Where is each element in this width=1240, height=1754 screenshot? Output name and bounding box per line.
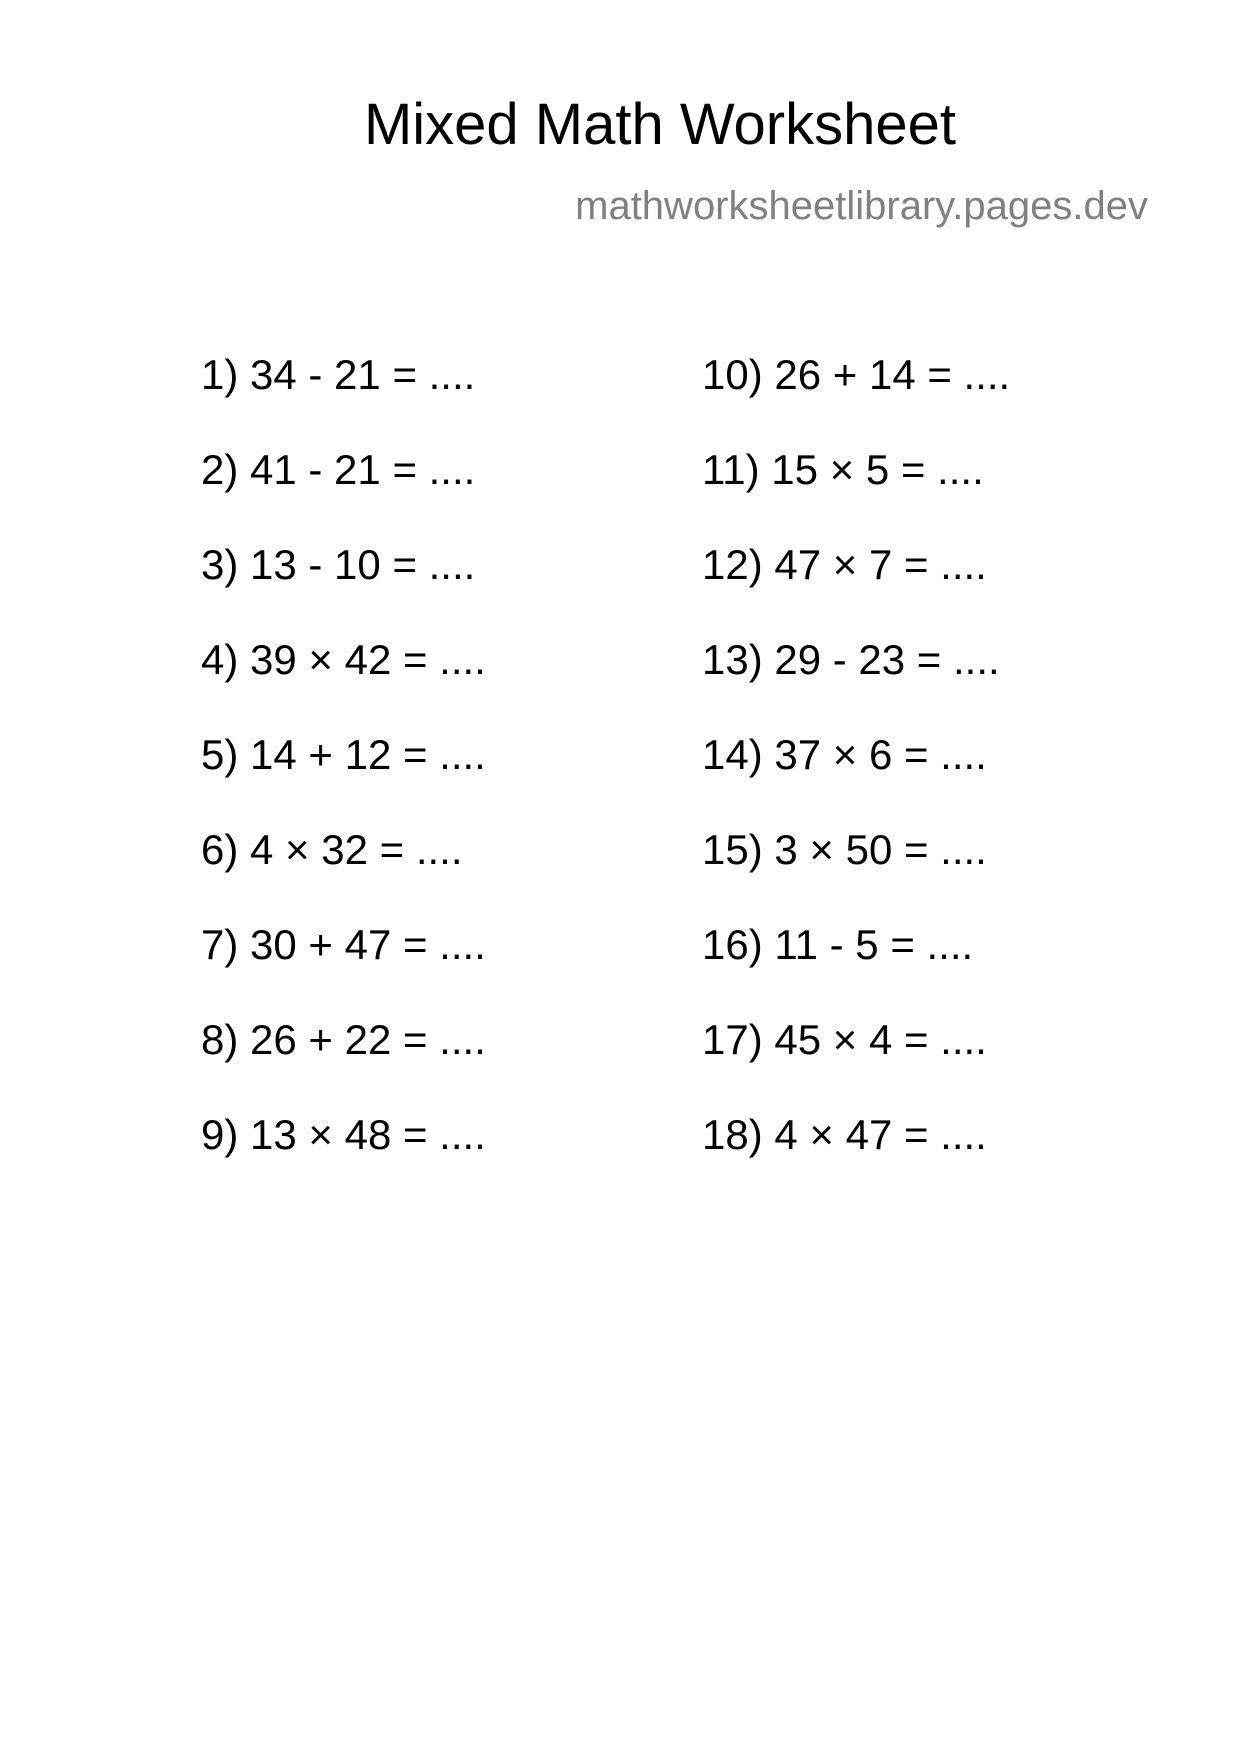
problem-column-left (201, 351, 486, 1209)
source-url: mathworksheetlibrary.pages.dev (575, 184, 1148, 228)
problem-item: 4) 39 × 42 = .... (201, 636, 486, 683)
problem-item: 2) 41 - 21 = .... (201, 446, 476, 493)
problem-item: 15) 3 × 50 = .... (702, 826, 987, 873)
problem-item: 9) 13 × 48 = .... (201, 1111, 486, 1158)
problem-item: 11) 15 × 5 = .... (702, 446, 984, 493)
problem-item: 12) 47 × 7 = .... (702, 541, 987, 588)
problem-column-right (702, 351, 1011, 1209)
problem-item: 8) 26 + 22 = .... (201, 1016, 486, 1063)
problem-item: 13) 29 - 23 = .... (702, 636, 1000, 683)
problem-item: 18) 4 × 47 = .... (702, 1111, 987, 1158)
problem-item: 1) 34 - 21 = .... (201, 351, 476, 398)
problem-item: 16) 11 - 5 = .... (702, 921, 974, 968)
problem-item: 14) 37 × 6 = .... (702, 731, 987, 778)
problem-item: 17) 45 × 4 = .... (702, 1016, 987, 1063)
problem-item: 6) 4 × 32 = .... (201, 826, 463, 873)
problem-item: 5) 14 + 12 = .... (201, 731, 486, 778)
worksheet-title: Mixed Math Worksheet (363, 92, 957, 157)
problem-item: 7) 30 + 47 = .... (201, 921, 486, 968)
problem-item: 3) 13 - 10 = .... (201, 541, 476, 588)
problem-item: 10) 26 + 14 = .... (702, 351, 1011, 398)
